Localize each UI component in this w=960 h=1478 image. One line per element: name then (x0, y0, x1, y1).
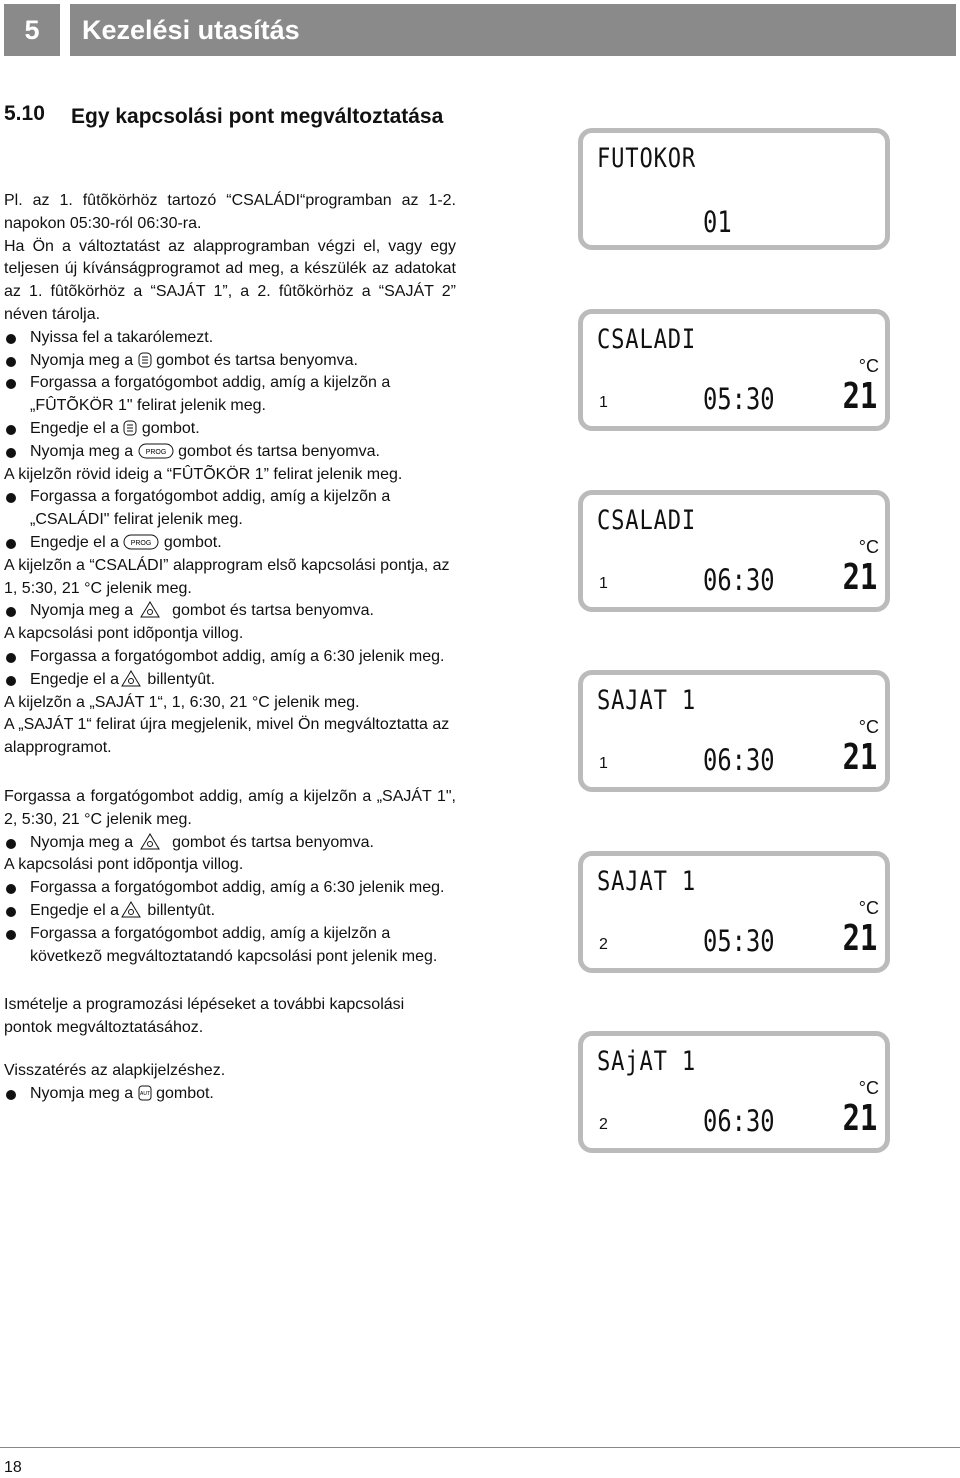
lcd-temp: 21 (842, 376, 877, 417)
lcd-word: SAJAT 1 (597, 866, 697, 897)
aut-key-icon (138, 1085, 152, 1101)
step-turn-to-630-2: Forgassa a forgatógombot addig, amíg a 6:30 jelenik meg. (4, 877, 456, 900)
step-release-menu: Engedje el a gombot. (4, 418, 456, 441)
step-blink-note-2: A kapcsolási pont idõpontja villog. (4, 856, 244, 874)
hand-key-icon (119, 900, 143, 918)
step-blink-note: A kapcsolási pont idõpontja villog. (4, 625, 244, 643)
info-paragraph: Ha Ön a változtatást az alapprogramban végzi el, vagy egy teljesen új kívánságprogramot ad meg, a készülék az adatokat az 1. fûtõkörhöz a “SAJÁT 1”, a 2. fûtõkörhöz a “SAJÁT 2” néven tárolja. (4, 237, 456, 323)
lcd-day: 1 (599, 575, 608, 592)
lcd-day: 2 (599, 1116, 608, 1133)
section-number: 5.10 (4, 102, 45, 125)
menu-key-icon (123, 420, 137, 436)
lcd-display-futokor (578, 128, 890, 250)
lcd-temp: 21 (842, 1098, 877, 1139)
step-release-prog: Engedje el a PROG gombot. (4, 532, 456, 555)
intro-paragraph: Pl. az 1. fûtõkörhöz tartozó “CSALÁDI“programban az 1-2. napokon 05:30-ról 06:30-ra. (4, 192, 456, 232)
section-title: Egy kapcsolási pont megváltoztatása (71, 105, 444, 128)
step-open-cover: Nyissa fel a takarólemezt. (4, 327, 456, 350)
lcd-day: 1 (599, 755, 608, 772)
svg-text:PROG: PROG (145, 448, 166, 456)
lcd-time: 05:30 (703, 382, 775, 416)
result-note: A „SAJÁT 1“ felirat újra megjelenik, mivel Ön megváltoztatta az alapprogramot. (4, 716, 450, 757)
lcd-day: 2 (599, 936, 608, 953)
lcd-unit: °C (858, 1078, 879, 1098)
hand-key-icon (119, 669, 143, 687)
step-press-aut: Nyomja meg a AUT gombot. (4, 1083, 456, 1106)
svg-text:PROG: PROG (131, 539, 152, 547)
lcd-time: 05:30 (703, 924, 775, 958)
step-press-prog: Nyomja meg a PROG gombot és tartsa benyomva. (4, 441, 456, 464)
hand-key-icon (138, 832, 168, 850)
step-turn-knob-futokor: Forgassa a forgatógombot addig, amíg a kijelzõn a „FÛTÕKÖR 1" felirat jelenik meg. (4, 372, 456, 418)
svg-text:AUT: AUT (139, 1090, 150, 1097)
lcd-word: SAjAT 1 (597, 1046, 697, 1077)
lcd-word: CSALADI (597, 324, 697, 355)
step-release-note: A kijelzõn a “CSALÁDI” alapprogram elsõ kapcsolási pontja, az 1, 5:30, 21 °C jelenik meg. (4, 556, 450, 597)
lcd-display-csaladi-0630 (578, 490, 890, 612)
menu-key-icon (138, 352, 152, 368)
step-turn-next: Forgassa a forgatógombot addig, amíg a kijelzõn a következõ megváltoztatandó kapcsolási pont jelenik meg. (4, 923, 456, 969)
lcd-unit: °C (858, 537, 879, 557)
step-release-hand-2: Engedje el a billentyût. (4, 900, 456, 923)
step-prog-note: A kijelzõn rövid ideig a “FÛTÕKÖR 1” felirat jelenik meg. (4, 465, 403, 483)
hand-key-icon (138, 600, 168, 618)
step-press-hand: Nyomja meg a gombot és tartsa benyomva. (4, 600, 456, 623)
lcd-temp: 21 (842, 918, 877, 959)
lcd-word: SAJAT 1 (597, 685, 697, 716)
footer-divider (0, 1447, 960, 1448)
step-release-hand: Engedje el a billentyût. (4, 669, 456, 692)
page-number: 18 (4, 1459, 22, 1476)
lcd-unit: °C (858, 356, 879, 376)
instructions (4, 190, 456, 1105)
lcd-circuit-number: 01 (703, 205, 732, 239)
lcd-display-sajat1-day1 (578, 670, 890, 792)
lcd-unit: °C (858, 898, 879, 918)
lcd-display-sajat1-day2-0530 (578, 851, 890, 973)
lcd-word: CSALADI (597, 505, 697, 536)
step-turn-to-630: Forgassa a forgatógombot addig, amíg a 6:30 jelenik meg. (4, 646, 456, 669)
step-press-hand-2: Nyomja meg a gombot és tartsa benyomva. (4, 832, 456, 855)
lcd-time: 06:30 (703, 743, 775, 777)
lcd-temp: 21 (842, 737, 877, 778)
lcd-temp: 21 (842, 557, 877, 598)
prog-key-icon (138, 443, 174, 459)
lcd-display-sajat1-day2-0630 (578, 1031, 890, 1153)
lcd-word: FUTOKOR (597, 143, 697, 174)
lcd-unit: °C (858, 717, 879, 737)
prog-key-icon (123, 534, 159, 550)
lcd-time: 06:30 (703, 1104, 775, 1138)
lcd-time: 06:30 (703, 563, 775, 597)
lcd-display-csaladi-0530 (578, 309, 890, 431)
repeat-paragraph: Ismételje a programozási lépéseket a további kapcsolási pontok megváltoztatásához. (4, 996, 405, 1037)
result-paragraph: A kijelzõn a „SAJÁT 1“, 1, 6:30, 21 °C jelenik meg. (4, 693, 360, 711)
chapter-title: Kezelési utasítás (70, 4, 956, 56)
step-turn-knob-csaladi: Forgassa a forgatógombot addig, amíg a kijelzõn a „CSALÁDI" felirat jelenik meg. (4, 486, 456, 532)
chapter-number: 5 (4, 4, 60, 56)
return-paragraph: Visszatérés az alapkijelzéshez. (4, 1061, 226, 1079)
next-point-paragraph: Forgassa a forgatógombot addig, amíg a kijelzõn a „SAJÁT 1", 2, 5:30, 21 °C jelenik meg. (4, 787, 456, 828)
lcd-day: 1 (599, 394, 608, 411)
step-press-menu: Nyomja meg a gombot és tartsa benyomva. (4, 350, 456, 373)
